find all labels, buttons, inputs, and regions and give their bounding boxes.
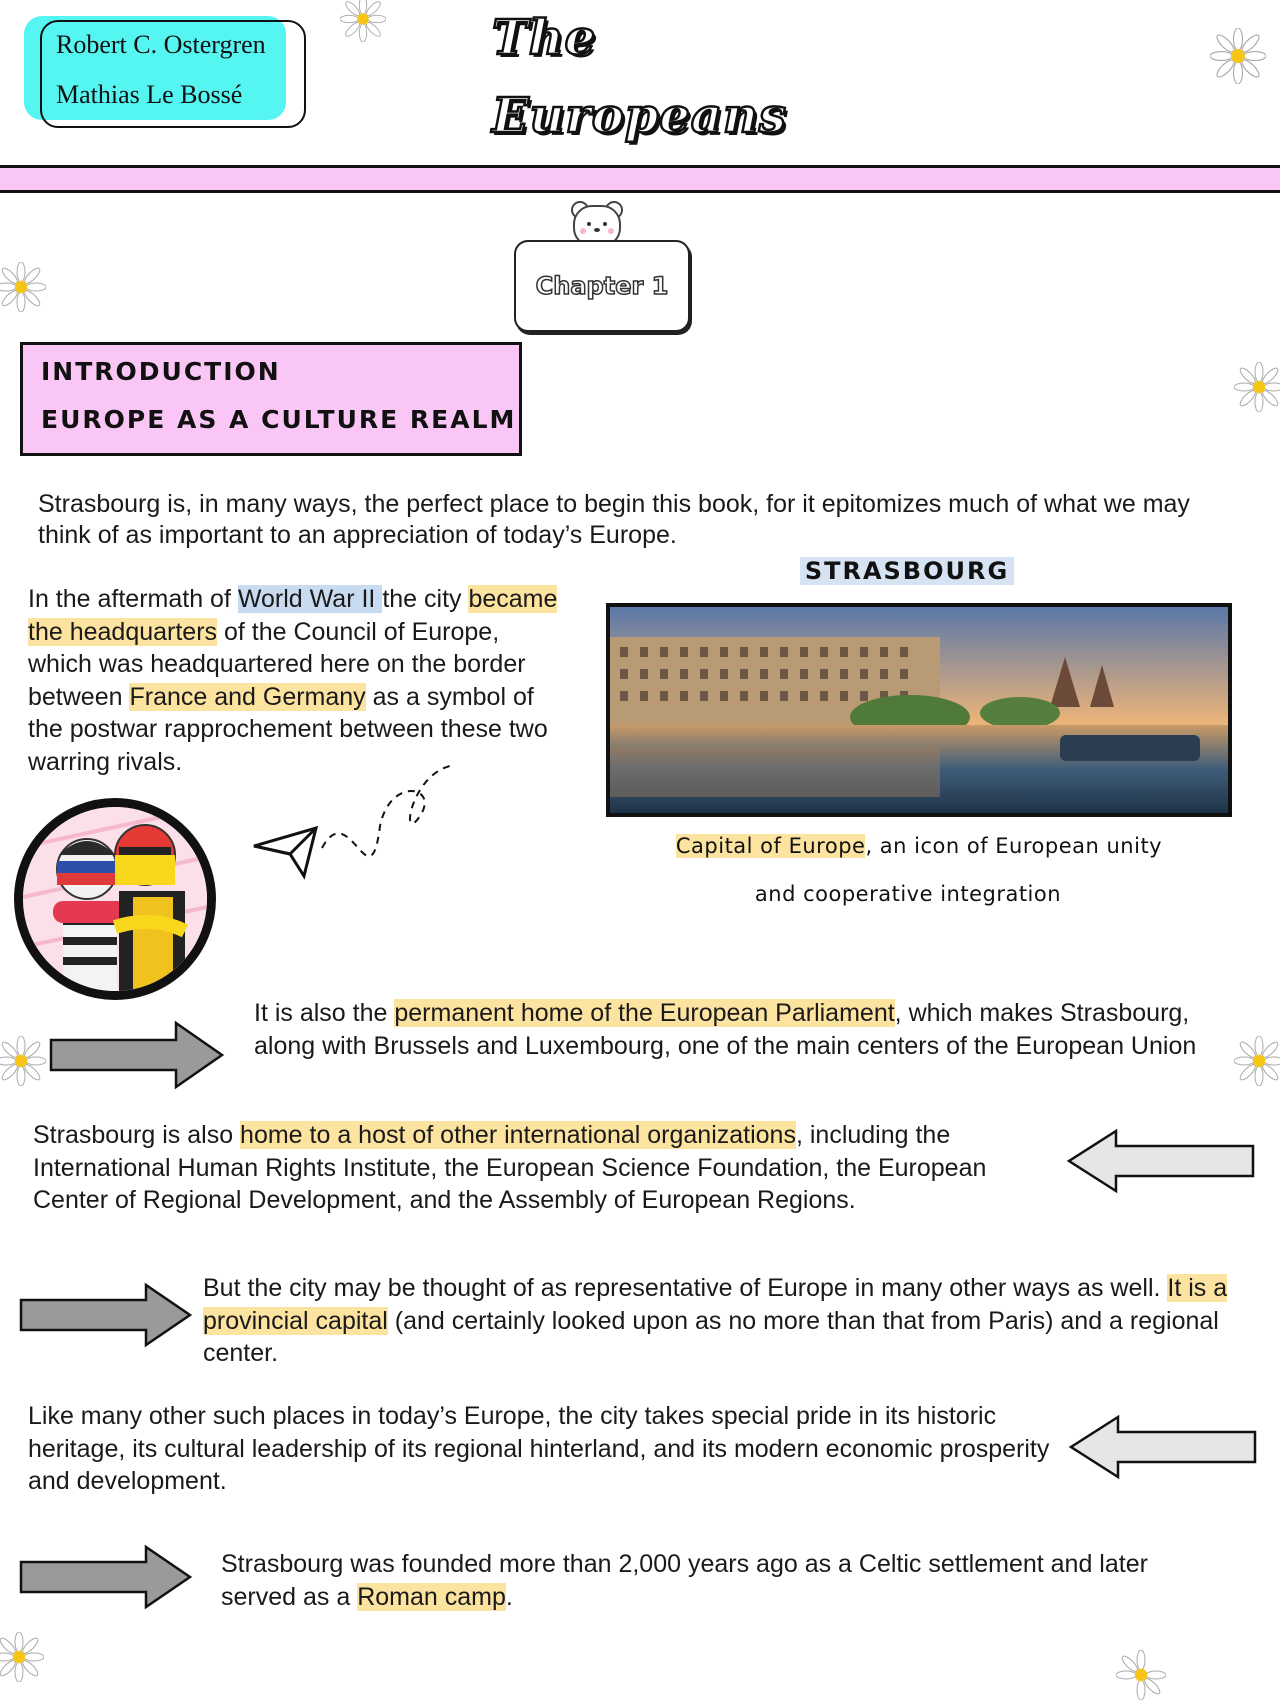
text: But the city may be thought of as representative of Europe in many other ways as well. (203, 1274, 1168, 1302)
highlight: became the headquarters (28, 585, 558, 646)
photo-caption-line2: and cooperative integration (754, 882, 1062, 906)
header-band (0, 168, 1280, 190)
text: of the Council of Europe, which was headquartered here on the border between (28, 617, 526, 711)
text: In the aftermath of (28, 585, 238, 613)
text: , including the International Human Rights Institute, the European Science Foundation, the European Center of Regional Development, and the Assembly of European Regions. (33, 1121, 987, 1214)
arrow-right-icon (18, 1544, 194, 1610)
text: Strasbourg was founded more than 2,000 years ago as a Celtic settlement and later served as a (221, 1550, 1148, 1611)
daisy-icon (0, 1632, 44, 1682)
text: , an icon of European unity (865, 834, 1163, 858)
header-rule (0, 190, 1280, 193)
section-heading: INTRODUCTION (41, 357, 281, 386)
daisy-icon (1234, 1036, 1280, 1086)
highlight: It is a provincial capital (203, 1274, 1228, 1335)
strasbourg-photo-image (610, 607, 1228, 813)
daisy-icon (340, 0, 386, 42)
text: , which makes Strasbourg, along with Brussels and Luxembourg, one of the main centers of the European Union (254, 999, 1197, 1060)
author-name: Robert C. Ostergren (56, 30, 266, 59)
text: the city (382, 585, 469, 613)
aftermath-paragraph (28, 583, 568, 778)
arrow-left-icon (1066, 1128, 1256, 1194)
text: as a symbol of the postwar rapprochement between these two warring rivals. (28, 682, 548, 776)
characters-illustration (14, 798, 216, 1000)
paper-plane-icon (250, 756, 460, 886)
highlight: permanent home of the European Parliament (394, 999, 895, 1027)
highlight: Roman camp (357, 1582, 506, 1611)
page-title: The (492, 10, 597, 66)
organizations-paragraph (33, 1119, 1033, 1217)
section-subheading: EUROPE AS A CULTURE REALM (41, 405, 517, 434)
page-title: Europeans (492, 88, 787, 144)
text: . (505, 1582, 513, 1611)
photo-caption (606, 834, 1232, 858)
chapter-label: Chapter 1 (535, 272, 669, 300)
text: (and certainly looked upon as no more than that from Paris) and a regional center. (203, 1306, 1219, 1367)
photo-label: STRASBOURG (800, 557, 1014, 585)
provincial-paragraph (203, 1272, 1233, 1370)
author-name: Mathias Le Bossé (56, 80, 243, 109)
intro-paragraph: Strasbourg is, in many ways, the perfect place to begin this book, for it epitomizes much of what we may think of as important to an appreciation of today’s Europe. (38, 490, 1190, 549)
chapter-label-box (514, 240, 690, 332)
highlight: France and Germany (129, 682, 366, 711)
text: It is also the (254, 999, 395, 1027)
text: Strasbourg is also (33, 1121, 241, 1149)
founded-paragraph (221, 1548, 1221, 1613)
daisy-icon (1234, 362, 1280, 412)
daisy-icon (0, 1036, 46, 1086)
daisy-icon (1116, 1650, 1166, 1700)
arrow-left-icon (1068, 1414, 1258, 1480)
arrow-right-icon (48, 1020, 226, 1090)
section-heading-box (20, 342, 522, 456)
parliament-paragraph (254, 997, 1224, 1062)
highlight: Capital of Europe (675, 834, 866, 858)
strasbourg-photo (606, 603, 1232, 817)
daisy-icon (0, 262, 46, 312)
daisy-icon (1210, 28, 1266, 84)
arrow-right-icon (18, 1282, 194, 1348)
authors-box (40, 20, 306, 128)
heritage-paragraph: Like many other such places in today’s Europe, the city takes special pride in its historic heritage, its cultural leadership of its regional hinterland, and its modern economic prosperity and development. (28, 1402, 1050, 1495)
highlight: World War II (237, 585, 383, 613)
characters-image (23, 807, 207, 991)
highlight: home to a host of other international organizations (240, 1121, 796, 1149)
